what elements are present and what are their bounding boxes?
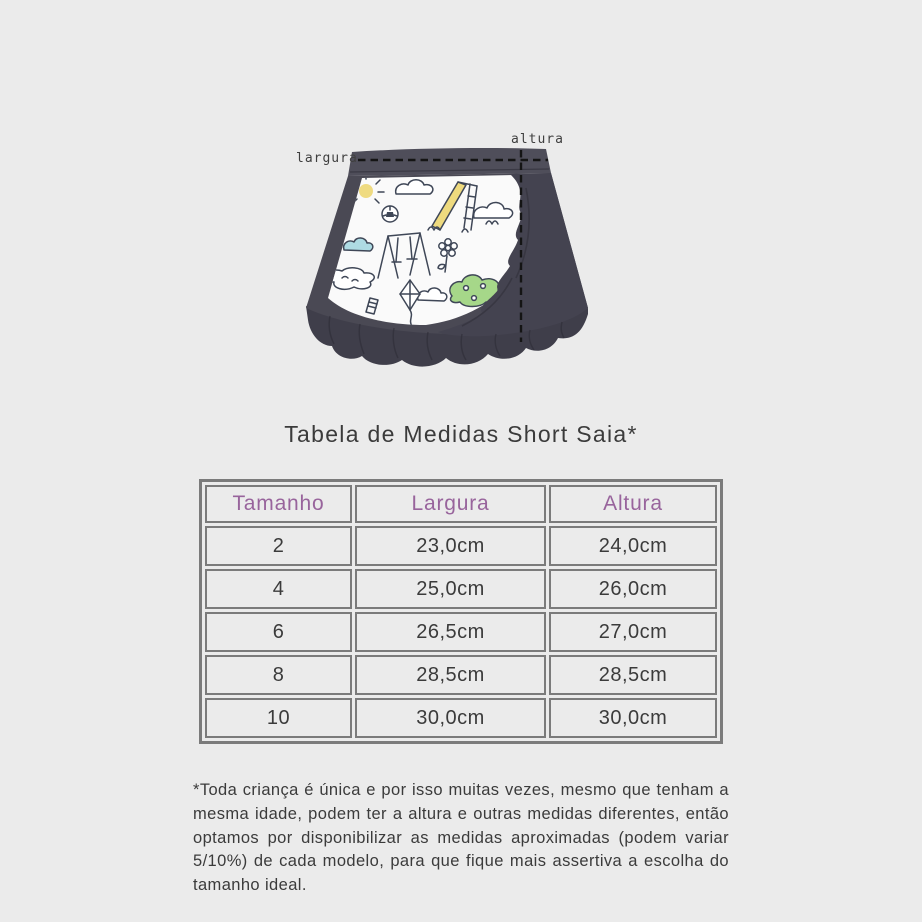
size-cell: 10: [205, 698, 352, 738]
width-cell: 26,5cm: [355, 612, 546, 652]
width-measure-label: largura: [296, 151, 358, 166]
size-cell: 2: [205, 526, 352, 566]
size-cell: 8: [205, 655, 352, 695]
soccer-ball-doodle: [382, 206, 398, 222]
height-cell: 26,0cm: [549, 569, 717, 609]
footnote-text: *Toda criança é única e por isso muitas vezes, mesmo que tenham a mesma idade, podem ter a altura e outras medidas diferentes, então optamos por disponibilizar as medidas aproximadas (podem variar 5/10%) de cada modelo, para que fique mais assertiva a escolha do tamanho ideal.: [193, 781, 729, 894]
header-cell-largura: Largura: [355, 485, 546, 523]
header-cell-altura: Altura: [549, 485, 717, 523]
table-row: [205, 526, 717, 566]
width-cell: 23,0cm: [355, 526, 546, 566]
sun-doodle: [359, 184, 373, 198]
size-chart-title: Tabela de Medidas Short Saia*: [284, 421, 638, 447]
width-cell: 30,0cm: [355, 698, 546, 738]
header-cell-tamanho: Tamanho: [205, 485, 352, 523]
height-cell: 24,0cm: [549, 526, 717, 566]
table-row: [205, 612, 717, 652]
size-cell: 6: [205, 612, 352, 652]
product-figure: [290, 128, 600, 368]
table-row: [205, 569, 717, 609]
table-header-row: [205, 485, 717, 523]
table-row: [205, 698, 717, 738]
width-cell: 25,0cm: [355, 569, 546, 609]
height-measure-label: altura: [511, 132, 564, 147]
table-row: [205, 655, 717, 695]
size-cell: 4: [205, 569, 352, 609]
width-cell: 28,5cm: [355, 655, 546, 695]
height-cell: 30,0cm: [549, 698, 717, 738]
height-cell: 28,5cm: [549, 655, 717, 695]
height-cell: 27,0cm: [549, 612, 717, 652]
size-table: [199, 479, 723, 744]
